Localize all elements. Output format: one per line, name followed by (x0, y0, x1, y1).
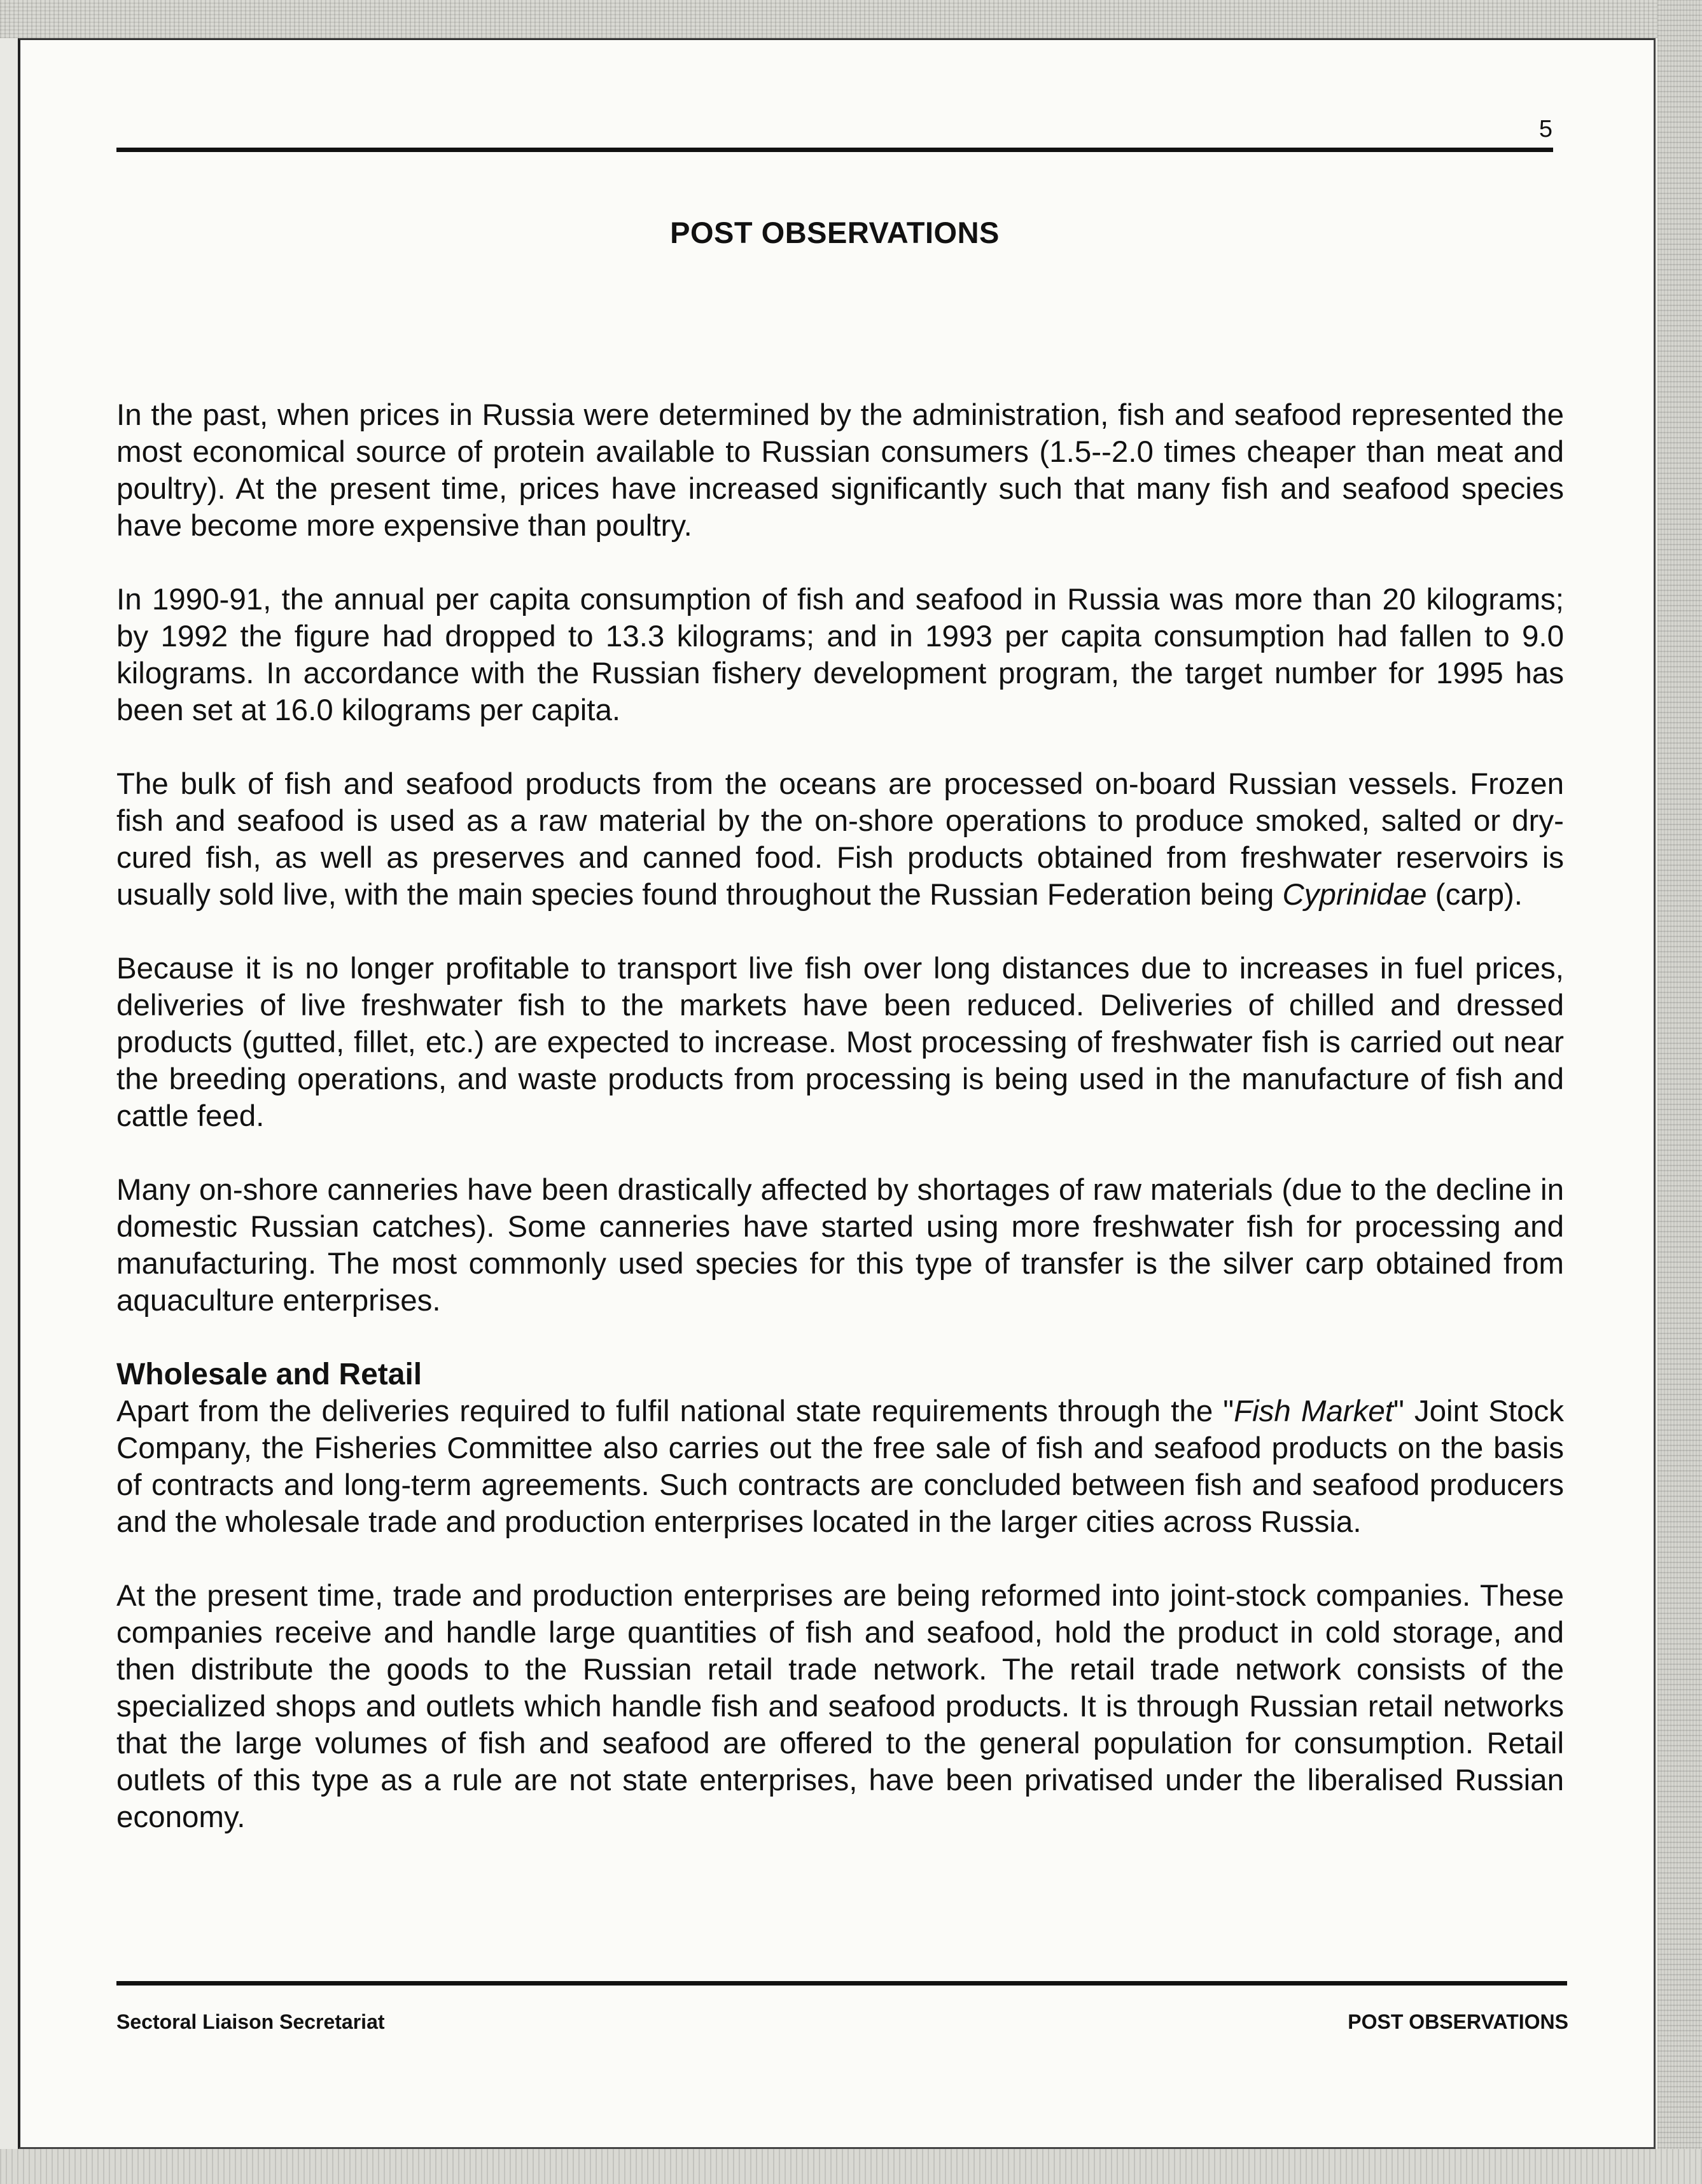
paragraph-consumption: In 1990-91, the annual per capita consumption of fish and seafood in Russia was more than 20 kilograms; by 1992 the figure had dropped to 13.3 kilograms; and in 1993 per capita consumption had fallen to 9.0 kilograms. In accordance with the Russian fishery development program, the target number for 1995 has been set at 16.0 kilograms per capita. (116, 583, 1564, 727)
paragraph-processing (116, 766, 1564, 914)
scan-edge-right (1657, 0, 1702, 2184)
species-name: Cyprinidae (1282, 878, 1427, 912)
paragraph-wholesale (116, 1393, 1564, 1541)
page-number: 5 (1538, 116, 1552, 143)
paragraph-prices: In the past, when prices in Russia were determined by the administration, fish and seafood represented the most economical source of protein available to Russian consumers (1.5--2.0 times cheaper than meat and poultry). At the present time, prices have increased significantly such that many fish and seafood species have become more expensive than poultry. (116, 398, 1564, 543)
footer-section-title: POST OBSERVATIONS (1348, 2010, 1568, 2033)
scan-edge-top (0, 0, 1702, 38)
header-rule (116, 148, 1553, 152)
paragraph-wholesale-end: " Joint Stock Company, the Fisheries Committee also carries out the free sale of fish and seafood products on the basis of contracts and long-term agreements. Such contracts are concluded between fish and seafood producers and the wholesale trade and production enterprises located in the larger cities across Russia. (116, 1395, 1564, 1539)
paragraph-processing-end: (carp). (1426, 878, 1523, 912)
paragraph-live-fish: Because it is no longer profitable to transport live fish over long distances due to increases in fuel prices, deliveries of live freshwater fish to the markets have been reduced. Deliveries of chilled and dressed products (gutted, fillet, etc.) are expected to increase. Most processing of freshwater fish is carried out near the breeding operations, and waste products from processing is being used in the manufacture of fish and cattle feed. (116, 952, 1564, 1133)
page-title: POST OBSERVATIONS (670, 216, 1000, 249)
section-heading-wholesale: Wholesale and Retail (116, 1358, 422, 1391)
paragraph-processing-text: The bulk of fish and seafood products from the oceans are processed on-board Russian vessels. Frozen fish and seafood is used as a raw material by the on-shore operations to produce smoked, salted or dry-cured fish, as well as preserves and canned food. Fish products obtained from freshwater reservoirs is usually sold live, with the main species found throughout the Russian Federation being (116, 767, 1564, 912)
company-name: Fish Market (1234, 1395, 1393, 1428)
scan-edge-bottom (0, 2149, 1702, 2184)
paragraph-wholesale-start: Apart from the deliveries required to fulfil national state requirements through the " (116, 1395, 1234, 1428)
footer-organization: Sectoral Liaison Secretariat (116, 2010, 385, 2033)
paragraph-canneries: Many on-shore canneries have been drastically affected by shortages of raw materials (due to the decline in domestic Russian catches). Some canneries have started using more freshwater fish for processing and manufacturing. The most commonly used species for this type of transfer is the silver carp obtained from aquaculture enterprises. (116, 1173, 1564, 1318)
paragraph-retail: At the present time, trade and production enterprises are being reformed into joint-stock companies. These companies receive and handle large quantities of fish and seafood, hold the product in cold storage, and then distribute the goods to the Russian retail trade network. The retail trade network consists of the specialized shops and outlets which handle fish and seafood products. It is through Russian retail networks that the large volumes of fish and seafood are offered to the general population for consumption. Retail outlets of this type as a rule are not state enterprises, have been privatised under the liberalised Russian economy. (116, 1579, 1564, 1834)
footer-rule (116, 1981, 1567, 1986)
body-text (116, 397, 1564, 1873)
